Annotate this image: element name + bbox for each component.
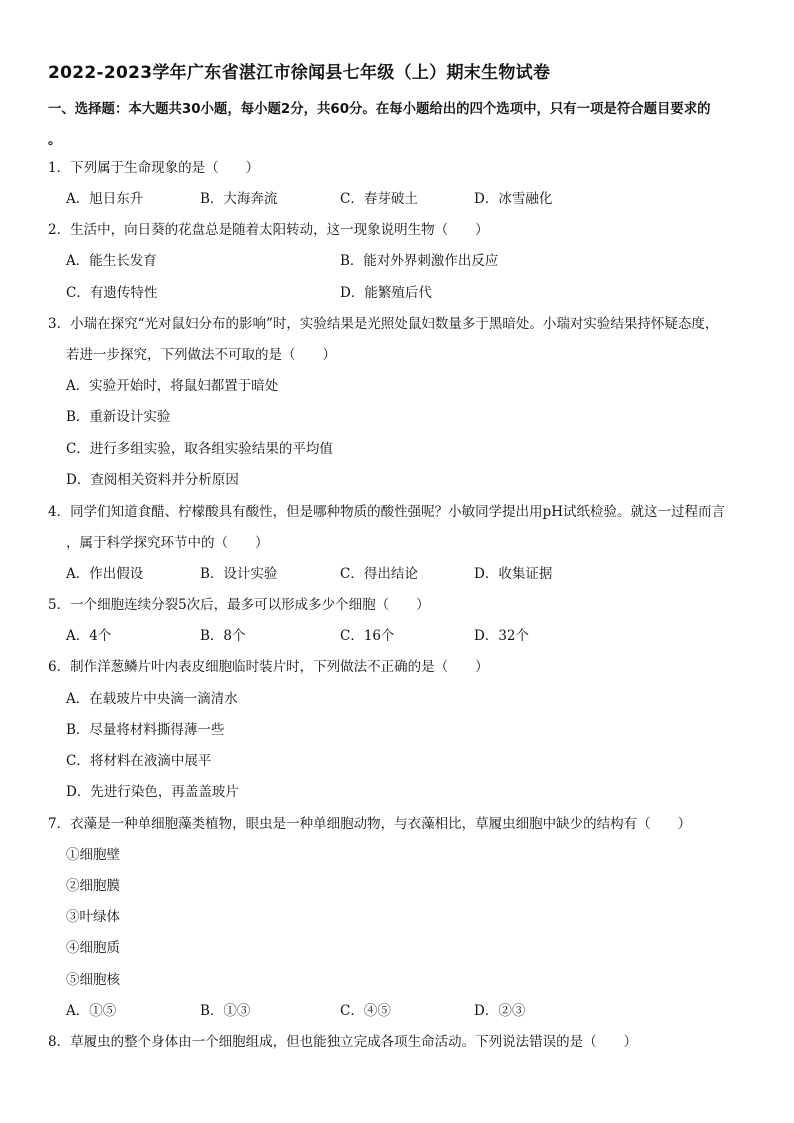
option-c[interactable]: C．16个 bbox=[340, 628, 395, 644]
option-a[interactable]: A．能生长发育 bbox=[66, 253, 157, 269]
option-c[interactable]: C．有遗传特性 bbox=[66, 285, 158, 301]
structure-item: ②细胞膜 bbox=[66, 878, 120, 894]
question-1-options bbox=[66, 189, 746, 209]
question-4-stem-cont: ，属于科学探究环节中的（ ） bbox=[66, 535, 269, 551]
question-5-stem: 5．一个细胞连续分裂5次后，最多可以形成多少个细胞（ ） bbox=[48, 597, 430, 613]
option-a[interactable]: A．在载玻片中央滴一滴清水 bbox=[66, 691, 238, 707]
question-2-stem: 2．生活中，向日葵的花盘总是随着太阳转动，这一现象说明生物（ ） bbox=[48, 222, 489, 238]
option-b[interactable]: B．8个 bbox=[200, 628, 246, 644]
section-heading-tail: 。 bbox=[48, 133, 62, 148]
exam-title: 2022-2023学年广东省湛江市徐闻县七年级（上）期末生物试卷 bbox=[48, 63, 551, 83]
option-d[interactable]: D．能繁殖后代 bbox=[340, 285, 432, 301]
section-heading-text: 一、选择题：本大题共30小题，每小题2分，共60分。在每小题给出的四个选项中，只有一项是符合题目要求的 bbox=[48, 102, 711, 117]
option-d[interactable]: D．冰雪融化 bbox=[474, 191, 553, 207]
question-8-stem: 8．草履虫的整个身体由一个细胞组成，但也能独立完成各项生命活动。下列说法错误的是（ ） bbox=[48, 1034, 638, 1050]
option-b[interactable]: B．①③ bbox=[200, 1003, 251, 1019]
question-3-stem: 3．小瑞在探究“光对鼠妇分布的影响”时，实验结果是光照处鼠妇数量多于黑暗处。小瑞对实验结果持怀疑态度， bbox=[48, 316, 719, 332]
option-a[interactable]: A．①⑤ bbox=[66, 1003, 117, 1019]
section-heading bbox=[48, 94, 758, 156]
structure-item: ①细胞壁 bbox=[66, 847, 120, 863]
option-c[interactable]: C．得出结论 bbox=[340, 566, 418, 582]
structure-item: ⑤细胞核 bbox=[66, 972, 120, 988]
option-b[interactable]: B．大海奔流 bbox=[200, 191, 278, 207]
option-b[interactable]: B．能对外界刺激作出反应 bbox=[340, 253, 499, 269]
option-d[interactable]: D．②③ bbox=[474, 1003, 526, 1019]
question-2-options-row2 bbox=[66, 283, 746, 303]
option-d[interactable]: D．查阅相关资料并分析原因 bbox=[66, 472, 239, 488]
option-a[interactable]: A．作出假设 bbox=[66, 566, 144, 582]
option-c[interactable]: C．春芽破土 bbox=[340, 191, 418, 207]
structure-item: ④细胞质 bbox=[66, 940, 120, 956]
option-b[interactable]: B．设计实验 bbox=[200, 566, 278, 582]
option-c[interactable]: C．④⑤ bbox=[340, 1003, 391, 1019]
question-7-options bbox=[66, 1001, 746, 1021]
question-1-stem: 1．下列属于生命现象的是（ ） bbox=[48, 160, 260, 176]
option-b[interactable]: B．尽量将材料撕得薄一些 bbox=[66, 722, 225, 738]
option-a[interactable]: A．实验开始时，将鼠妇都置于暗处 bbox=[66, 378, 279, 394]
option-a[interactable]: A．旭日东升 bbox=[66, 191, 144, 207]
structure-item: ③叶绿体 bbox=[66, 909, 120, 925]
option-c[interactable]: C．进行多组实验，取各组实验结果的平均值 bbox=[66, 441, 333, 457]
question-2-options-row1 bbox=[66, 251, 746, 271]
option-b[interactable]: B．重新设计实验 bbox=[66, 409, 171, 425]
option-d[interactable]: D．先进行染色，再盖盖玻片 bbox=[66, 784, 239, 800]
option-d[interactable]: D．32个 bbox=[474, 628, 530, 644]
question-4-stem: 4．同学们知道食醋、柠檬酸具有酸性，但是哪种物质的酸性强呢？小敏同学提出用pH试纸检验。就这一过程而言 bbox=[48, 504, 726, 520]
question-5-options bbox=[66, 626, 746, 646]
option-d[interactable]: D．收集证据 bbox=[474, 566, 553, 582]
question-4-options bbox=[66, 564, 746, 584]
question-7-stem: 7．衣藻是一种单细胞藻类植物，眼虫是一种单细胞动物，与衣藻相比，草履虫细胞中缺少的结构有（ ） bbox=[48, 816, 692, 832]
option-a[interactable]: A．4个 bbox=[66, 628, 112, 644]
option-c[interactable]: C．将材料在液滴中展平 bbox=[66, 753, 212, 769]
question-3-stem-cont: 若进一步探究，下列做法不可取的是（ ） bbox=[66, 347, 336, 363]
question-6-stem: 6．制作洋葱鳞片叶内表皮细胞临时装片时，下列做法不正确的是（ ） bbox=[48, 659, 489, 675]
